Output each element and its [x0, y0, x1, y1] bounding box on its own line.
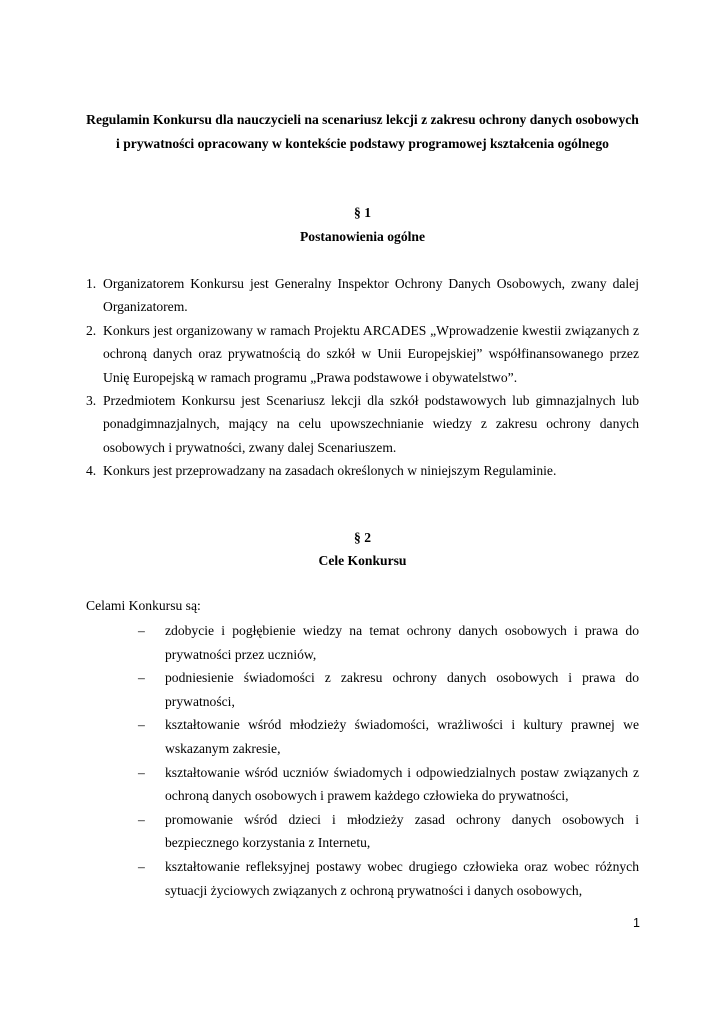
list-item [138, 855, 639, 902]
list-item [86, 272, 639, 319]
list-item-text: podniesienie świadomości z zakresu ochrony danych osobowych i prawa do prywatności, [165, 670, 639, 709]
list-item-text: Organizatorem Konkursu jest Generalny Inspektor Ochrony Danych Osobowych, zwany dalej Organizatorem. [103, 276, 639, 315]
list-item-text: Przedmiotem Konkursu jest Scenariusz lekcji dla szkół podstawowych lub gimnazjalnych lub ponadgimnazjalnych, mający na celu upowszechnianie wiedzy z zakresu ochrony danych osobowych i prywatności, zwany dalej Scenariuszem. [103, 393, 639, 455]
list-item-number: 4. [86, 463, 97, 479]
list-item-number: 2. [86, 322, 97, 338]
section-2-number: § 2 [354, 530, 371, 545]
list-item-number: 1. [86, 276, 97, 291]
section-1-list [86, 272, 639, 483]
dash-bullet: – [138, 717, 145, 733]
list-item [138, 761, 639, 808]
dash-bullet: – [138, 670, 145, 686]
dash-bullet: – [138, 858, 145, 874]
dash-bullet: – [138, 811, 145, 827]
list-item [86, 389, 639, 459]
section-2-goals-list [138, 619, 639, 902]
list-item [86, 319, 639, 389]
list-item-text: promowanie wśród dzieci i młodzieży zasad ochrony danych osobowych i bezpiecznego korzystania z Internetu, [165, 811, 639, 851]
list-item-text: kształtowanie wśród młodzieży świadomości, wrażliwości i kultury prawnej we wskazanym zakresie, [165, 717, 639, 756]
list-item-number: 3. [86, 393, 97, 409]
list-item [138, 808, 639, 855]
list-item-text: kształtowanie refleksyjnej postawy wobec drugiego człowieka oraz wobec różnych sytuacji życiowych związanych z ochroną prywatności i danych osobowych, [165, 858, 639, 898]
list-item [138, 713, 639, 760]
list-item [138, 666, 639, 713]
list-item-text: kształtowanie wśród uczniów świadomych i odpowiedzialnych postaw związanych z ochroną danych osobowych i prawem każdego człowieka do prywatności, [165, 764, 639, 804]
document-title: Regulamin Konkursu dla nauczycieli na scenariusz lekcji z zakresu ochrony danych osobowych i prywatności opracowany w kontekście podstawy programowej kształcenia ogólnego [86, 112, 639, 151]
list-item [86, 459, 639, 482]
dash-bullet: – [138, 623, 145, 638]
dash-bullet: – [138, 764, 145, 780]
list-item [138, 619, 639, 666]
section-2-heading: Cele Konkursu [318, 553, 407, 568]
list-item-text: Konkurs jest przeprowadzany na zasadach określonych w niniejszym Regulaminie. [103, 463, 557, 479]
list-item-text: Konkurs jest organizowany w ramach Projektu ARCADES „Wprowadzenie kwestii związanych z ochroną danych oraz prywatnością do szkół w Unii Europejskiej” współfinansowanego przez Unię Europejską w ramach programu „Prawa podstawowe i obywatelstwo”. [103, 322, 639, 385]
section-1-number: § 1 [354, 205, 371, 220]
list-item-text: zdobycie i pogłębienie wiedzy na temat ochrony danych osobowych i prawa do prywatności przez uczniów, [165, 623, 639, 662]
page-number: 1 [633, 916, 640, 930]
section-2-intro: Celami Konkursu są: [86, 598, 201, 613]
section-1-heading: Postanowienia ogólne [300, 229, 425, 244]
